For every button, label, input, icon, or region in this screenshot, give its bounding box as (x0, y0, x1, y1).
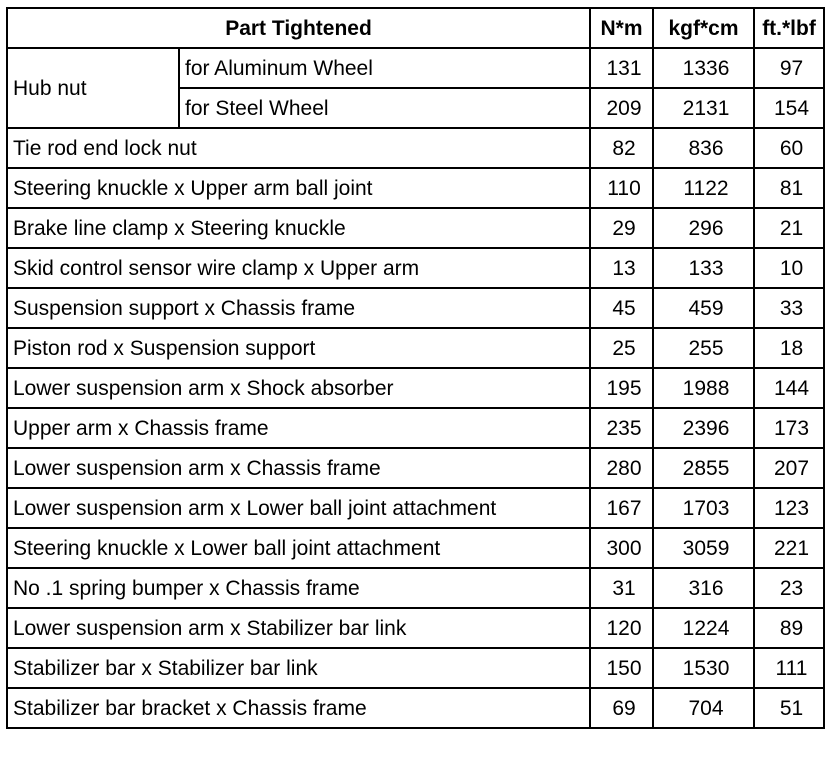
ftlbf-value: 123 (754, 488, 824, 528)
header-row (7, 8, 824, 48)
part-label: Piston rod x Suspension support (7, 328, 590, 368)
table-row (7, 208, 824, 248)
kgfcm-value: 1703 (653, 488, 754, 528)
ftlbf-value: 207 (754, 448, 824, 488)
table-row (7, 288, 824, 328)
nm-value: 209 (590, 88, 653, 128)
kgfcm-value: 1530 (653, 648, 754, 688)
header-nm: N*m (590, 8, 653, 48)
hub-nut-sub-label: for Aluminum Wheel (179, 48, 590, 88)
nm-value: 13 (590, 248, 653, 288)
table-row (7, 248, 824, 288)
kgfcm-value: 2855 (653, 448, 754, 488)
nm-value: 131 (590, 48, 653, 88)
nm-value: 45 (590, 288, 653, 328)
table-row (7, 408, 824, 448)
kgfcm-value: 1988 (653, 368, 754, 408)
part-label: Skid control sensor wire clamp x Upper arm (7, 248, 590, 288)
nm-value: 235 (590, 408, 653, 448)
header-kgfcm: kgf*cm (653, 8, 754, 48)
kgfcm-value: 1336 (653, 48, 754, 88)
kgfcm-value: 2131 (653, 88, 754, 128)
ftlbf-value: 10 (754, 248, 824, 288)
ftlbf-value: 221 (754, 528, 824, 568)
table-row (7, 168, 824, 208)
nm-value: 167 (590, 488, 653, 528)
nm-value: 29 (590, 208, 653, 248)
part-label: Lower suspension arm x Stabilizer bar link (7, 608, 590, 648)
header-ftlbf: ft.*lbf (754, 8, 824, 48)
part-label: Upper arm x Chassis frame (7, 408, 590, 448)
table-row (7, 488, 824, 528)
part-label: Suspension support x Chassis frame (7, 288, 590, 328)
table-row (7, 448, 824, 488)
kgfcm-value: 704 (653, 688, 754, 728)
part-label: Lower suspension arm x Chassis frame (7, 448, 590, 488)
ftlbf-value: 51 (754, 688, 824, 728)
nm-value: 150 (590, 648, 653, 688)
kgfcm-value: 459 (653, 288, 754, 328)
table-row (7, 528, 824, 568)
table-row (7, 48, 824, 88)
table-row (7, 328, 824, 368)
nm-value: 280 (590, 448, 653, 488)
part-label: Brake line clamp x Steering knuckle (7, 208, 590, 248)
kgfcm-value: 836 (653, 128, 754, 168)
torque-spec-table (6, 7, 825, 729)
ftlbf-value: 33 (754, 288, 824, 328)
kgfcm-value: 1224 (653, 608, 754, 648)
ftlbf-value: 89 (754, 608, 824, 648)
kgfcm-value: 316 (653, 568, 754, 608)
part-label: Steering knuckle x Upper arm ball joint (7, 168, 590, 208)
part-label: Stabilizer bar x Stabilizer bar link (7, 648, 590, 688)
ftlbf-value: 154 (754, 88, 824, 128)
main-rows (7, 128, 824, 728)
nm-value: 69 (590, 688, 653, 728)
header-part-tightened: Part Tightened (7, 8, 590, 48)
table-row (7, 648, 824, 688)
ftlbf-value: 144 (754, 368, 824, 408)
table-row (7, 688, 824, 728)
table-row (7, 128, 824, 168)
table-row (7, 608, 824, 648)
kgfcm-value: 2396 (653, 408, 754, 448)
ftlbf-value: 173 (754, 408, 824, 448)
part-label: Stabilizer bar bracket x Chassis frame (7, 688, 590, 728)
part-label: Lower suspension arm x Lower ball joint attachment (7, 488, 590, 528)
ftlbf-value: 97 (754, 48, 824, 88)
ftlbf-value: 111 (754, 648, 824, 688)
nm-value: 195 (590, 368, 653, 408)
ftlbf-value: 21 (754, 208, 824, 248)
ftlbf-value: 81 (754, 168, 824, 208)
nm-value: 300 (590, 528, 653, 568)
ftlbf-value: 60 (754, 128, 824, 168)
nm-value: 120 (590, 608, 653, 648)
ftlbf-value: 18 (754, 328, 824, 368)
part-label: Tie rod end lock nut (7, 128, 590, 168)
ftlbf-value: 23 (754, 568, 824, 608)
part-label: Lower suspension arm x Shock absorber (7, 368, 590, 408)
table-row (7, 568, 824, 608)
table-row (7, 368, 824, 408)
part-label: Steering knuckle x Lower ball joint attachment (7, 528, 590, 568)
nm-value: 82 (590, 128, 653, 168)
kgfcm-value: 3059 (653, 528, 754, 568)
kgfcm-value: 296 (653, 208, 754, 248)
nm-value: 25 (590, 328, 653, 368)
hub-nut-sub-label: for Steel Wheel (179, 88, 590, 128)
nm-value: 31 (590, 568, 653, 608)
kgfcm-value: 255 (653, 328, 754, 368)
kgfcm-value: 133 (653, 248, 754, 288)
part-label: No .1 spring bumper x Chassis frame (7, 568, 590, 608)
kgfcm-value: 1122 (653, 168, 754, 208)
hub-nut-label: Hub nut (7, 48, 179, 128)
nm-value: 110 (590, 168, 653, 208)
